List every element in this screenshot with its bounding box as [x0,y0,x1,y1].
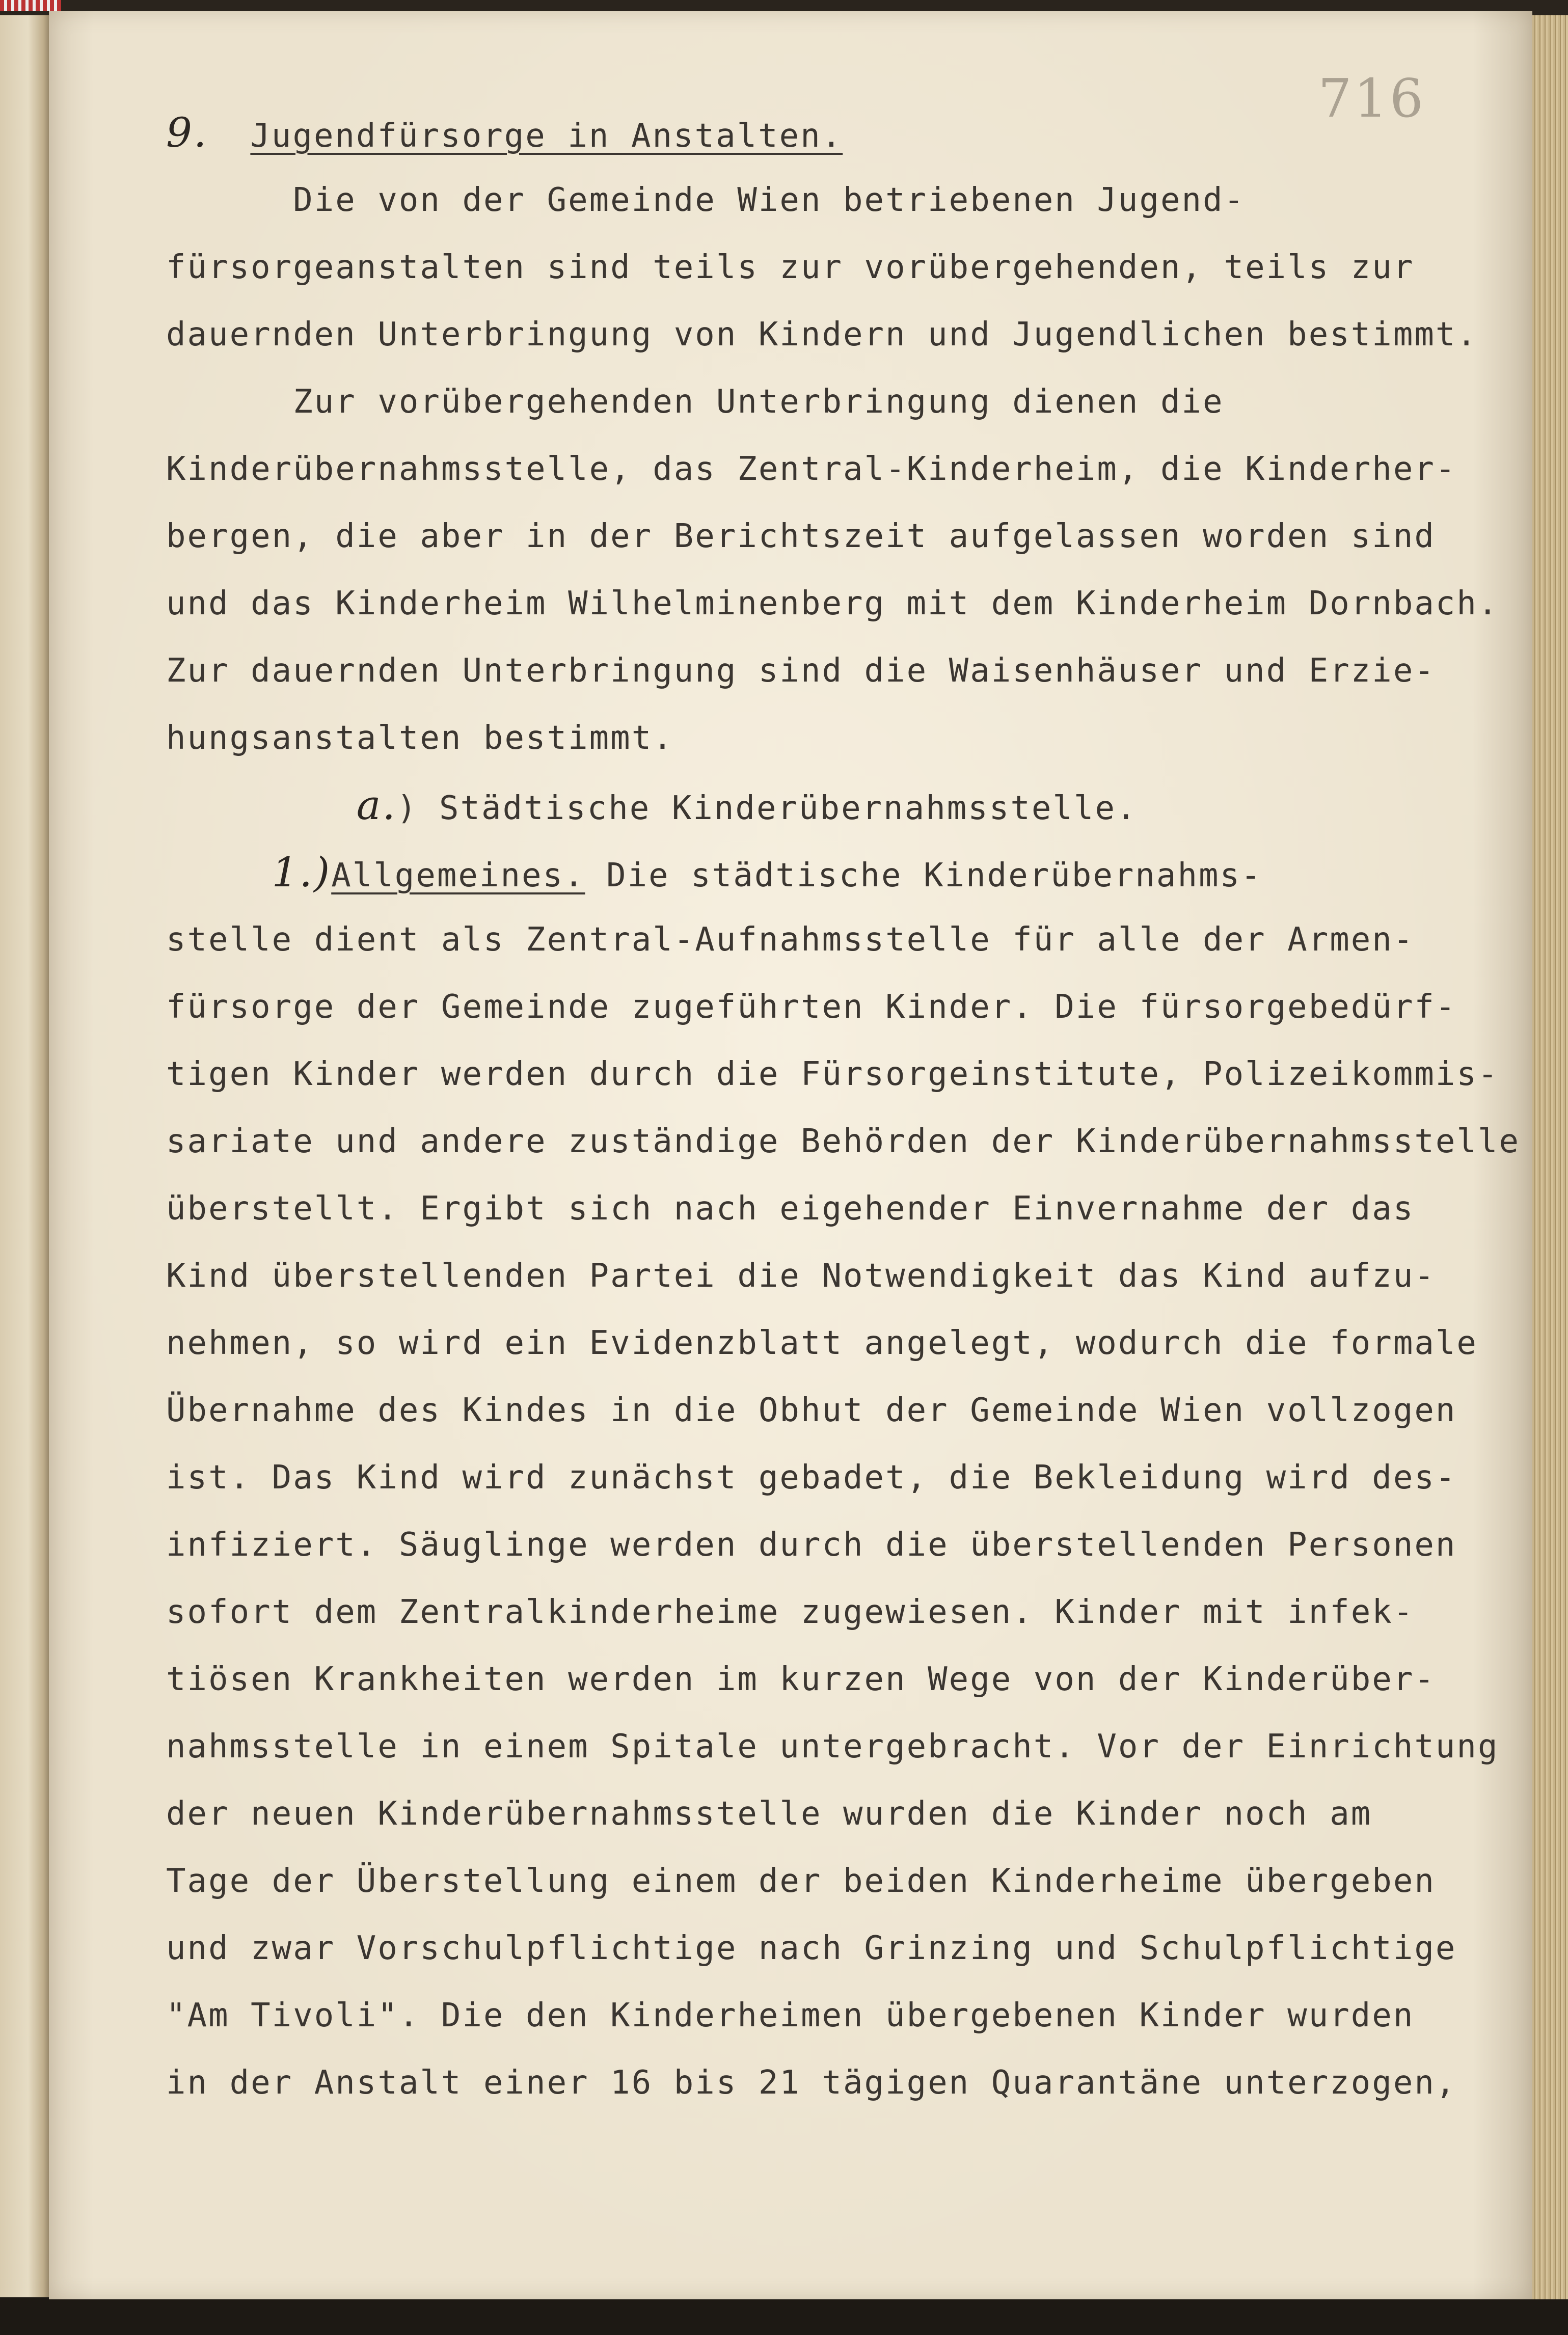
text-line: hungsanstalten bestimmt. [166,719,674,757]
text-line: nahmsstelle in einem Spitale untergebracht. Vor der Einrichtung [166,1728,1499,1766]
text-line: Tage der Überstellung einem der beiden Kinderheime übergeben [166,1862,1436,1900]
subsection-marker: 1.) [272,849,332,896]
heading-line [166,99,1542,167]
text-line: überstellt. Ergibt sich nach eigehender Einvernahme der das [166,1190,1415,1228]
subsection-line [166,839,1542,906]
text-line: fürsorgeanstalten sind teils zur vorübergehenden, teils zur [166,249,1415,286]
section-heading [166,772,1542,839]
text-line: sariate und andere zuständige Behörden der Kinderübernahmsstelle [166,1123,1520,1160]
bookmark-ribbon [0,0,61,11]
text-line: Kind überstellenden Partei die Notwendigkeit das Kind aufzu- [166,1257,1436,1295]
text-line: ist. Das Kind wird zunächst gebadet, die Bekleidung wird des- [166,1459,1457,1497]
intro-paragraphs [166,167,1542,772]
text-line: Übernahme des Kindes in die Obhut der Gemeinde Wien vollzogen [166,1392,1457,1429]
text-line: dauernden Unterbringung von Kindern und Jugendlichen bestimmt. [166,316,1478,354]
body-paragraph [166,906,1542,2116]
text-line: der neuen Kinderübernahmsstelle wurden die Kinder noch am [166,1795,1372,1833]
text-line: Zur vorübergehenden Unterbringung dienen die [166,383,1224,421]
text-line: und das Kinderheim Wilhelminenberg mit dem Kinderheim Dornbach. [166,585,1499,622]
text-line: Die von der Gemeinde Wien betriebenen Jugend- [166,181,1246,219]
scanner-bottom-strip [0,2299,1568,2335]
section-close: ) [396,790,418,827]
heading-marker: 9. [166,109,208,156]
text-line: bergen, die aber in der Berichtszeit aufgelassen worden sind [166,518,1436,555]
subsection-title: Allgemeines. [331,857,585,894]
typewritten-text [166,99,1542,2116]
text-line: tigen Kinder werden durch die Fürsorgeinstitute, Polizeikommis- [166,1055,1499,1093]
previous-page-edge [0,15,51,2297]
text-line: infiziert. Säuglinge werden durch die überstellenden Personen [166,1526,1457,1564]
heading-title: Jugendfürsorge in Anstalten. [250,117,843,155]
text-line: sofort dem Zentralkinderheime zugewiesen. Kinder mit infek- [166,1593,1415,1631]
text-line: "Am Tivoli". Die den Kinderheimen übergebenen Kinder wurden [166,1997,1415,2034]
section-marker: a. [356,781,397,829]
text-line: in der Anstalt einer 16 bis 21 tägigen Quarantäne unterzogen, [166,2064,1457,2102]
text-line: nehmen, so wird ein Evidenzblatt angelegt, wodurch die formale [166,1324,1478,1362]
page-number: 716 [1318,67,1425,129]
text-line: stelle dient als Zentral-Aufnahmsstelle für alle der Armen- [166,921,1415,959]
text-line: Kinderübernahmsstelle, das Zentral-Kinderheim, die Kinderher- [166,450,1457,488]
section-title: Städtische Kinderübernahmsstelle. [418,790,1138,827]
text-line: und zwar Vorschulpflichtige nach Grinzing und Schulpflichtige [166,1930,1457,1967]
subsection-text: Die städtische Kinderübernahms- [585,857,1262,894]
text-line: tiösen Krankheiten werden im kurzen Wege von der Kinderüber- [166,1661,1436,1698]
text-line: fürsorge der Gemeinde zugeführten Kinder. Die fürsorgebedürf- [166,988,1457,1026]
text-line: Zur dauernden Unterbringung sind die Waisenhäuser und Erzie- [166,652,1436,690]
